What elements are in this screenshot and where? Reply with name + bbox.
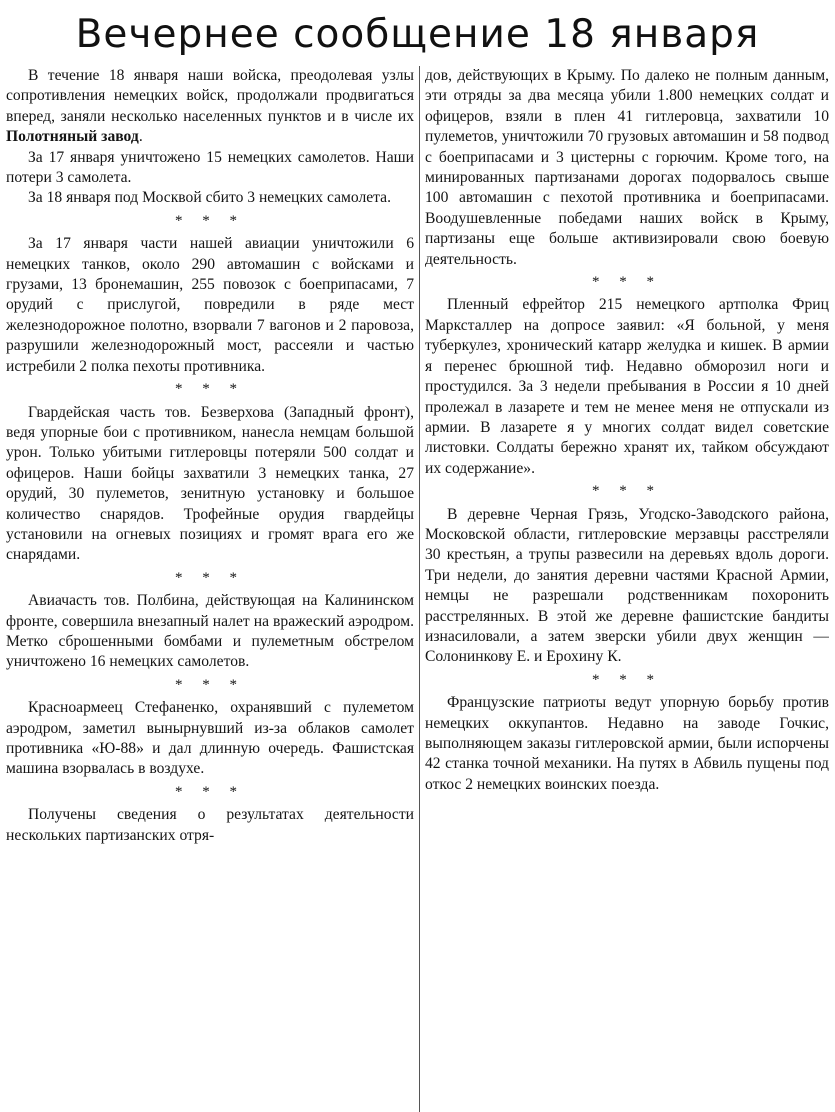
paragraph-prisoner: Пленный ефрейтор 215 немецкого артполка Фриц Марксталлер на допросе заявил: «Я больной, у меня туберкулез, хронический катарр желудка и кишек. В армии я перенес брюшной тиф. Недавно обморозил ноги и простудился. За 3 недели пребывания в России я 10 дней пролежал в лазарете и тем не менее меня не отпускали из армии. В лазарете я у многих солдат видел советские листовки. Солдаты бережно хранят их, тайком обсуждают их содержание». — [425, 296, 829, 477]
section-separator: * * * — [175, 783, 245, 800]
paragraph-losses-17: За 17 января уничтожено 15 немецких самолетов. Наши потери 3 самолета. — [6, 148, 414, 187]
paragraph-losses-18: За 18 января под Москвой сбито 3 немецких самолета. — [28, 189, 391, 207]
left-column — [6, 66, 414, 1112]
paragraph-partisans: Получены сведения о результатах деятельности нескольких партизанских отря- — [6, 806, 414, 844]
section-separator: * * * — [175, 212, 245, 229]
paragraph-text: В течение 18 января наши войска, преодолевая узлы сопротивления немецких войск, продолжали продвигаться вперед, заняли несколько населенных пунктов и в числе их — [6, 67, 414, 125]
column-divider — [419, 66, 420, 1112]
paragraph-french-patriots: Французские патриоты ведут упорную борьбу против немецких оккупантов. Недавно на заводе Гочкис, выполняющем заказы гитлеровской армии, были испорчены 42 станка точной механики. На путях в Абвиль пущены под откос 2 немецких воинских поезда. — [425, 694, 829, 793]
section-separator: * * * — [592, 671, 662, 688]
right-column — [425, 66, 829, 1112]
paragraph-machine-gunner: Красноармеец Стефаненко, охранявший с пулеметом аэродром, заметил вынырнувший из-за облаков самолет противника «Ю-88» и дал длинную очередь. Фашистская машина взорвалась в воздухе. — [6, 699, 414, 778]
paragraph-guards: Гвардейская часть тов. Безверхова (Западный фронт), ведя упорные бои с противником, нанесла немцам большой урон. Только убитыми гитлеровцы потеряли 500 солдат и офицеров. Наши бойцы захватили 3 немецких танка, 27 орудий, 30 пулеметов, зенитную установку и большое количество снарядов. Трофейные орудия гвардейцы установили на огневых позициях и громят врага его же снарядами. — [6, 403, 414, 564]
paragraph-aviation: За 17 января части нашей авиации уничтожили 6 немецких танков, около 290 автомашин с войсками и грузами, 13 бронемашин, 255 повозок с боеприпасами, 7 орудий с прислугой, повредили в ряде мест железнодорожное полотно, взорвали 7 вагонов и 2 паровоза, разрушили железнодорожный мост, рассеяли и частью истребили 2 полка пехоты противника. — [6, 235, 414, 375]
paragraph-village: В деревне Черная Грязь, Угодско-Заводского района, Московской области, гитлеровские мерзавцы расстреляли 30 крестьян, а трупы развесили на деревьях вдоль дороги. Три недели, до занятия деревни частями Красной Армии, немцы не разрешали родственникам похоронить расстрелянных. В этой же деревне фашистские бандиты изнасиловали, а затем зверски убили двух женщин — Солонинкову Е. и Ерохину К. — [425, 505, 829, 666]
town-name: Полотняный завод — [6, 128, 139, 146]
paragraph-air-raid: Авиачасть тов. Полбина, действующая на Калининском фронте, совершила внезапный налет на вражеский аэродром. Метко сброшенными бомбами и пулеметным обстрелом уничтожено 16 немецких самолетов. — [6, 592, 414, 671]
section-separator: * * * — [175, 381, 245, 398]
section-separator: * * * — [592, 274, 662, 291]
section-separator: * * * — [175, 569, 245, 586]
paragraph-text-end: . — [138, 128, 143, 146]
paragraph-front-news — [6, 66, 414, 148]
paragraph-partisans-continued: дов, действующих в Крыму. По далеко не полным данным, эти отряды за два месяца убили 1.800 немецких солдат и офицеров, взяли в плен 41 гитлеровца, захватили 10 пулеметов, уничтожили 70 грузовых автомашин и 58 подвод с боеприпасами и 3 цистерны с горючим. Кроме того, на минированных партизанами дорогах подорвалось свыше 100 автомашин с пехотой противника и боеприпасами. Воодушевленные победами наших войск в Крыму, партизаны еще больше активизировали свою боевую деятельность. — [425, 67, 829, 268]
section-separator: * * * — [592, 483, 662, 500]
section-separator: * * * — [175, 676, 245, 693]
headline: Вечернее сообщение 18 января — [75, 12, 760, 57]
